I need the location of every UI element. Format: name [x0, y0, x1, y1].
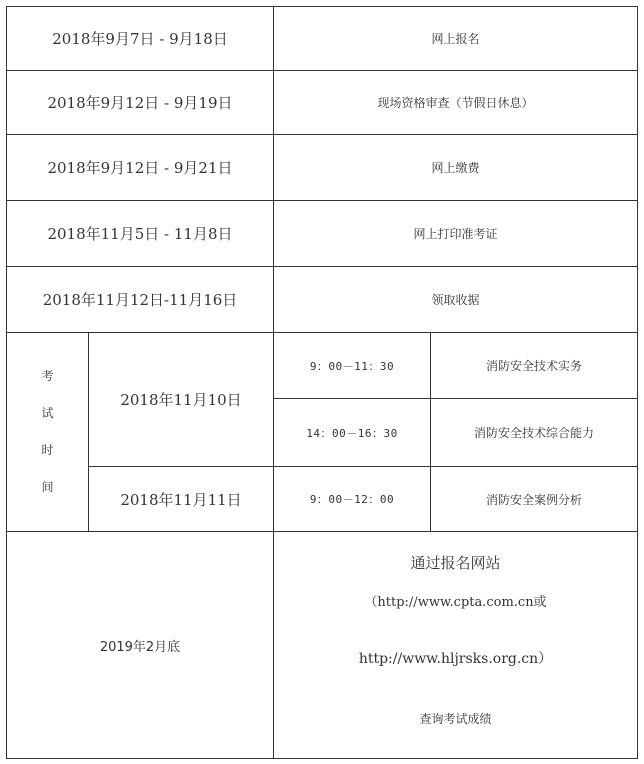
exam-label-char: 时 [41, 443, 54, 457]
result-line-1: 通过报名网站 [410, 554, 501, 572]
schedule-date-4: 2018年11月5日 - 11月8日 [6, 200, 274, 267]
exam-day-2-date: 2018年11月11日 [88, 466, 274, 532]
schedule-item-5: 领取收据 [273, 266, 638, 333]
exam-session-subject: 消防安全技术综合能力 [430, 398, 638, 467]
schedule-item-1: 网上报名 [273, 6, 638, 71]
result-url-2: http://www.hljrsks.org.cn） [358, 651, 553, 667]
schedule-date-3: 2018年9月12日 - 9月21日 [6, 134, 274, 201]
exam-session-time: 14：00－16：30 [273, 398, 431, 467]
exam-label-char: 试 [41, 406, 54, 420]
schedule-item-3: 网上缴费 [273, 134, 638, 201]
schedule-date-2: 2018年9月12日 - 9月19日 [6, 70, 274, 135]
exam-label-char: 考 [41, 369, 54, 383]
exam-session-time: 9：00－11：30 [273, 332, 431, 399]
exam-session-subject: 消防安全案例分析 [430, 466, 638, 532]
exam-session-time: 9：00－12：00 [273, 466, 431, 532]
schedule-item-2: 现场资格审查（节假日休息） [273, 70, 638, 135]
result-info [273, 531, 638, 759]
schedule-date-5: 2018年11月12日-11月16日 [6, 266, 274, 333]
schedule-date-1: 2018年9月7日 - 9月18日 [6, 6, 274, 71]
result-date: 2019年2月底 [6, 531, 274, 759]
exam-time-label [6, 332, 89, 532]
exam-day-1-date: 2018年11月10日 [88, 332, 274, 467]
exam-label-char: 间 [41, 480, 54, 494]
result-url-1: （http://www.cpta.com.cn或 [364, 595, 547, 610]
exam-session-subject: 消防安全技术实务 [430, 332, 638, 399]
result-line-4: 查询考试成绩 [419, 712, 492, 726]
schedule-item-4: 网上打印准考证 [273, 200, 638, 267]
